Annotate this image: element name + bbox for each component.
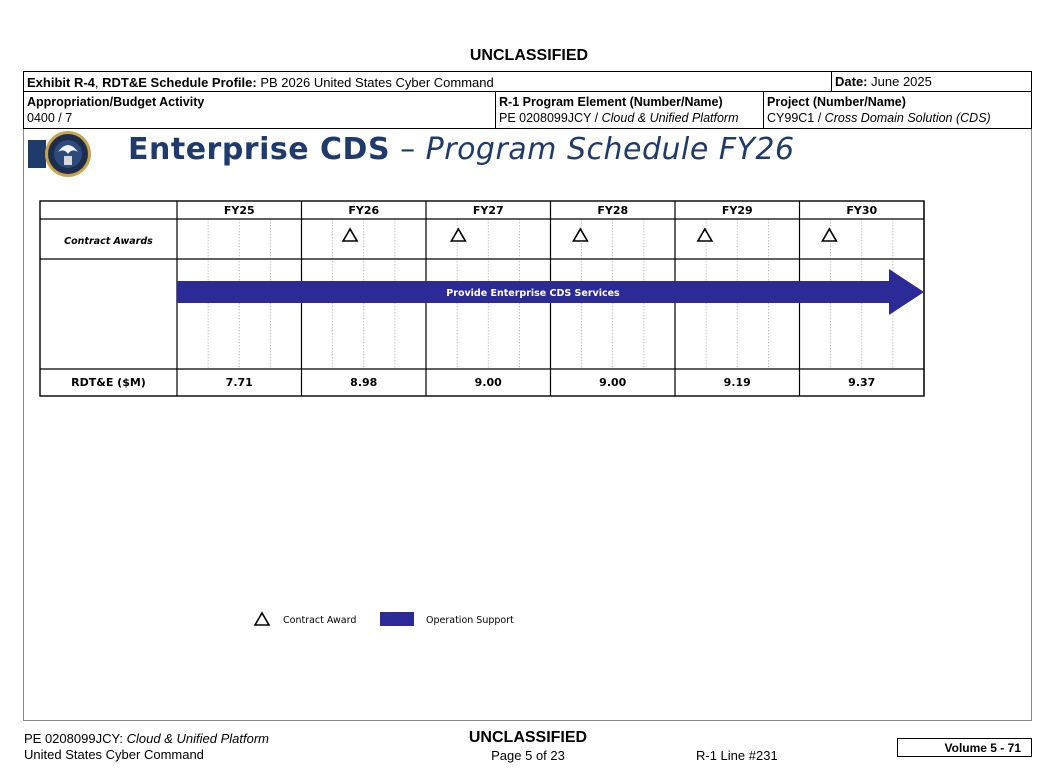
legend-swatch-icon xyxy=(380,612,414,626)
footer-center xyxy=(428,729,628,763)
exhibit-value: PB 2026 United States Cyber Command xyxy=(260,75,494,90)
activity-label: Provide Enterprise CDS Services xyxy=(446,288,620,299)
year-header: FY29 xyxy=(721,204,753,217)
program-element-number: PE 0208099JCY xyxy=(499,111,592,125)
exhibit-label: Exhibit R-4 xyxy=(27,75,95,90)
r1-line: R-1 Line #231 xyxy=(696,748,778,763)
year-header: FY26 xyxy=(348,204,380,217)
footer-pe-name: Cloud & Unified Platform xyxy=(126,731,269,746)
year-header: FY25 xyxy=(223,204,255,217)
project-cell: Project (Number/Name) CY99C1 / Cross Domain Solution (CDS) xyxy=(763,92,1032,128)
schedule-legend xyxy=(255,612,514,626)
contract-award-marker xyxy=(573,229,587,241)
contract-award-marker xyxy=(343,229,357,241)
year-header: FY27 xyxy=(472,204,504,217)
contract-award-marker xyxy=(451,229,465,241)
project-number: CY99C1 xyxy=(767,111,815,125)
funding-value: 9.00 xyxy=(474,376,502,389)
contract-award-marker xyxy=(698,229,712,241)
legend-operation-support: Operation Support xyxy=(426,615,514,626)
footer-program xyxy=(24,731,269,763)
funding-value: 9.00 xyxy=(599,376,627,389)
project-label: Project (Number/Name) xyxy=(767,95,906,109)
title-main: Enterprise CDS xyxy=(128,132,391,167)
legend-triangle-icon xyxy=(255,613,269,625)
date-label: Date: xyxy=(835,74,868,89)
exhibit-title: Exhibit R-4, RDT&E Schedule Profile: PB 2026 United States Cyber Command xyxy=(27,75,494,90)
footer-pe-number: PE 0208099JCY: xyxy=(24,731,124,746)
funding-value: 9.19 xyxy=(723,376,751,389)
classification-banner-bottom: UNCLASSIFIED xyxy=(468,729,588,746)
exhibit-type: RDT&E Schedule Profile: xyxy=(102,75,257,90)
contract-awards-row-label: Contract Awards xyxy=(64,236,153,247)
classification-banner-top: UNCLASSIFIED xyxy=(469,47,589,64)
appropriation-value: 0400 / 7 xyxy=(27,111,73,125)
funding-value: 9.37 xyxy=(848,376,876,389)
project-name: Cross Domain Solution (CDS) xyxy=(824,111,991,125)
funding-row-label: RDT&E ($M) xyxy=(71,376,146,389)
contract-award-marker xyxy=(822,229,836,241)
program-element-name: Cloud & Unified Platform xyxy=(601,111,739,125)
volume-box: Volume 5 - 71 xyxy=(897,738,1032,757)
funding-value: 7.71 xyxy=(225,376,253,389)
funding-value: 8.98 xyxy=(350,376,378,389)
title-sub: Program Schedule FY26 xyxy=(425,132,795,167)
page-number: Page 5 of 23 xyxy=(491,748,565,763)
program-element-label: R-1 Program Element (Number/Name) xyxy=(499,95,723,109)
date-value: June 2025 xyxy=(871,74,932,89)
program-element-cell: R-1 Program Element (Number/Name) PE 0208099JCY / Cloud & Unified Platform xyxy=(495,92,763,128)
title-dash: – xyxy=(390,132,426,167)
legend-contract-award: Contract Award xyxy=(283,615,357,626)
footer-organization: United States Cyber Command xyxy=(24,747,204,762)
year-header: FY28 xyxy=(597,204,629,217)
appropriation-label: Appropriation/Budget Activity xyxy=(27,95,205,109)
year-header: FY30 xyxy=(846,204,878,217)
